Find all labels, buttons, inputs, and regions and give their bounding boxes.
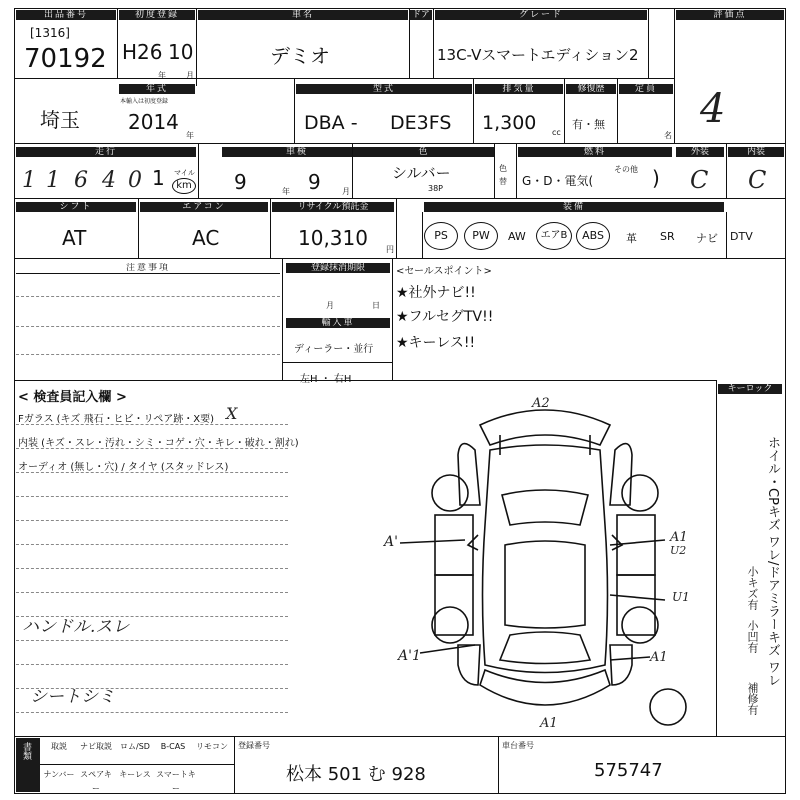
header-first-registration: 初度登録 <box>119 10 195 20</box>
equip-pw: PW <box>464 222 498 250</box>
damage-mark-rear: A2 <box>532 396 550 411</box>
color-change-label: 色替 <box>499 164 507 186</box>
mileage-unit-km: km <box>172 178 196 194</box>
side-note-main: ホイル・CPキズ ワレ/ドアミラーキズ ワレ <box>765 436 780 687</box>
car-name: デミオ <box>270 44 330 68</box>
model-prefix: DBA - <box>304 112 358 134</box>
header-fuel: 燃料 <box>518 147 672 157</box>
item-bcas: B-CAS <box>160 742 186 751</box>
registration-day-unit: 日 <box>372 301 380 310</box>
displacement-unit: cc <box>552 128 561 137</box>
model-year-unit: 年 <box>186 131 194 140</box>
model-code: DE3FS <box>390 112 452 134</box>
item-spare-key: スペアキー <box>80 770 112 793</box>
fuel-options: G・D・電気( <box>522 174 594 188</box>
header-lot-number: 出品番号 <box>16 10 116 20</box>
inspection-month: 9 <box>308 170 321 194</box>
evaluation-score: 4 <box>700 86 726 132</box>
color-code: 38P <box>428 184 444 193</box>
damage-mark-right-rear: A1 <box>670 530 688 545</box>
lot-number: 70192 <box>24 44 107 74</box>
sales-point-2: ★フルセグTV!! <box>396 309 494 325</box>
equip-airbag: エアB <box>536 222 572 250</box>
item-smart-key: スマートキー <box>156 770 196 793</box>
side-note-repair: 補修有 <box>746 682 759 715</box>
header-recycle: リサイクル預託金 <box>272 202 394 212</box>
registration-month-unit: 月 <box>326 301 334 310</box>
header-shift: シフト <box>16 202 136 212</box>
recycle-fee: 10,310 <box>298 226 368 250</box>
interior-grade: C <box>748 166 767 194</box>
docs-label: 書類 <box>21 742 31 760</box>
equip-ps: PS <box>424 222 458 250</box>
header-exterior: 外装 <box>676 147 724 157</box>
inspector-notes-title: < 検査員記入欄 > <box>18 390 127 405</box>
first-reg-month: 10 <box>168 40 194 64</box>
grade: 13C-Vスマートエディション2 <box>437 46 639 64</box>
inspector-line-glass: Fガラス (キズ 飛石・ヒビ・リペア跡・X要) <box>18 414 215 425</box>
header-import-type: 輸入車 <box>286 318 390 328</box>
plate-number: 松本 501 む 928 <box>286 764 426 785</box>
equip-navi: ナビ <box>696 232 718 245</box>
header-grade: グレード <box>435 10 647 20</box>
header-key-lock: キーロック <box>718 384 782 394</box>
item-manual: 取説 <box>51 742 67 751</box>
region: 埼玉 <box>40 108 80 132</box>
header-car-name: 車名 <box>198 10 408 20</box>
mileage-digit-1: 1 <box>22 168 36 193</box>
sales-points-title: <セールスポイント> <box>396 266 492 277</box>
car-damage-diagram <box>380 395 710 735</box>
inspection-year: 9 <box>234 170 247 194</box>
sales-point-3: ★キーレス!! <box>396 335 476 351</box>
damage-mark-front: A1 <box>540 716 558 731</box>
first-reg-year-unit: 年 <box>158 71 166 80</box>
equip-aw: AW <box>508 230 526 243</box>
sales-point-1: ★社外ナビ!! <box>396 285 476 301</box>
model-year-note: 本輸入は初度登録 <box>120 98 169 105</box>
mileage-digit-6: 1 <box>152 166 165 190</box>
chassis-number: 575747 <box>594 760 663 781</box>
inspection-month-unit: 月 <box>342 187 350 196</box>
handwritten-x: X <box>226 404 238 423</box>
item-remote: リモコン <box>196 742 228 751</box>
shift: AT <box>62 226 87 250</box>
color-name: シルバー <box>392 164 451 182</box>
header-interior: 内装 <box>728 147 784 157</box>
capacity-unit: 名 <box>664 131 672 140</box>
model-year: 2014 <box>128 110 179 134</box>
header-color: 色 <box>354 147 494 157</box>
import-type: ディーラー・並行 <box>294 344 374 355</box>
equip-abs: ABS <box>576 222 610 250</box>
inspector-line-audio: オーディオ (無し・穴) / タイヤ (スタッドレス) <box>18 462 229 473</box>
header-evaluation: 評価点 <box>676 10 784 20</box>
item-rom-sd: ロム/SD <box>120 742 150 751</box>
damage-mark-left-front: A'1 <box>398 648 421 664</box>
header-aircon: エアコン <box>140 202 268 212</box>
header-registration-deadline: 登録抹消期限 <box>286 263 390 273</box>
header-displacement: 排気量 <box>475 84 563 94</box>
handwritten-note-handle: ハンドル.スレ <box>22 617 130 637</box>
equip-sr: SR <box>660 230 675 243</box>
recycle-fee-unit: 円 <box>386 245 394 254</box>
fuel-close: ) <box>652 166 660 190</box>
mileage-digit-2: 1 <box>46 168 60 193</box>
handwritten-note-seat: シートシミ <box>30 687 115 707</box>
header-capacity: 定員 <box>619 84 673 94</box>
header-notes: 注意事項 <box>16 263 280 274</box>
damage-mark-right-u1: U1 <box>672 590 690 604</box>
item-number-plate: ナンバー <box>43 770 75 779</box>
repair-history: 有・無 <box>572 118 605 131</box>
exterior-grade: C <box>690 166 709 194</box>
equip-leather: 革 <box>626 232 637 245</box>
chassis-label: 車台番号 <box>502 741 534 750</box>
item-keyless: キーレス <box>119 770 151 779</box>
mileage-digit-5: 0 <box>128 168 142 193</box>
damage-mark-right-u2: U2 <box>670 544 687 557</box>
mileage-digit-3: 6 <box>74 168 88 193</box>
inspection-year-unit: 年 <box>282 187 290 196</box>
header-mileage: 走行 <box>16 147 196 157</box>
aircon: AC <box>192 226 220 250</box>
side-note-small-dent: 小凹有 <box>746 620 759 653</box>
inspector-line-interior: 内装 (キズ・スレ・汚れ・シミ・コゲ・穴・キレ・破れ・割れ) <box>18 438 299 449</box>
header-inspection: 車検 <box>222 147 372 157</box>
header-equipment: 装備 <box>424 202 724 212</box>
equip-dtv: DTV <box>730 230 753 243</box>
item-navi-manual: ナビ取説 <box>80 742 112 751</box>
mileage-digit-4: 4 <box>102 168 116 193</box>
first-reg-era-year: H26 <box>122 40 163 64</box>
damage-mark-left-rear: A' <box>384 534 398 550</box>
damage-mark-right-front: A1 <box>650 650 668 665</box>
first-reg-month-unit: 月 <box>186 71 194 80</box>
lot-prefix: [1316] <box>30 26 70 40</box>
mileage-unit-mile: マイル <box>174 169 195 177</box>
plate-label: 登録番号 <box>238 741 270 750</box>
header-model: 型式 <box>296 84 472 94</box>
header-year: 年式 <box>119 84 195 94</box>
fuel-other: その他 <box>614 165 638 174</box>
displacement: 1,300 <box>482 112 537 134</box>
header-repair: 修復歴 <box>566 84 616 94</box>
header-doors: ドア <box>410 10 432 20</box>
import-steering: 左H ・ 右H <box>300 374 352 385</box>
side-note-small-scratch: 小キズ有 <box>746 566 759 610</box>
